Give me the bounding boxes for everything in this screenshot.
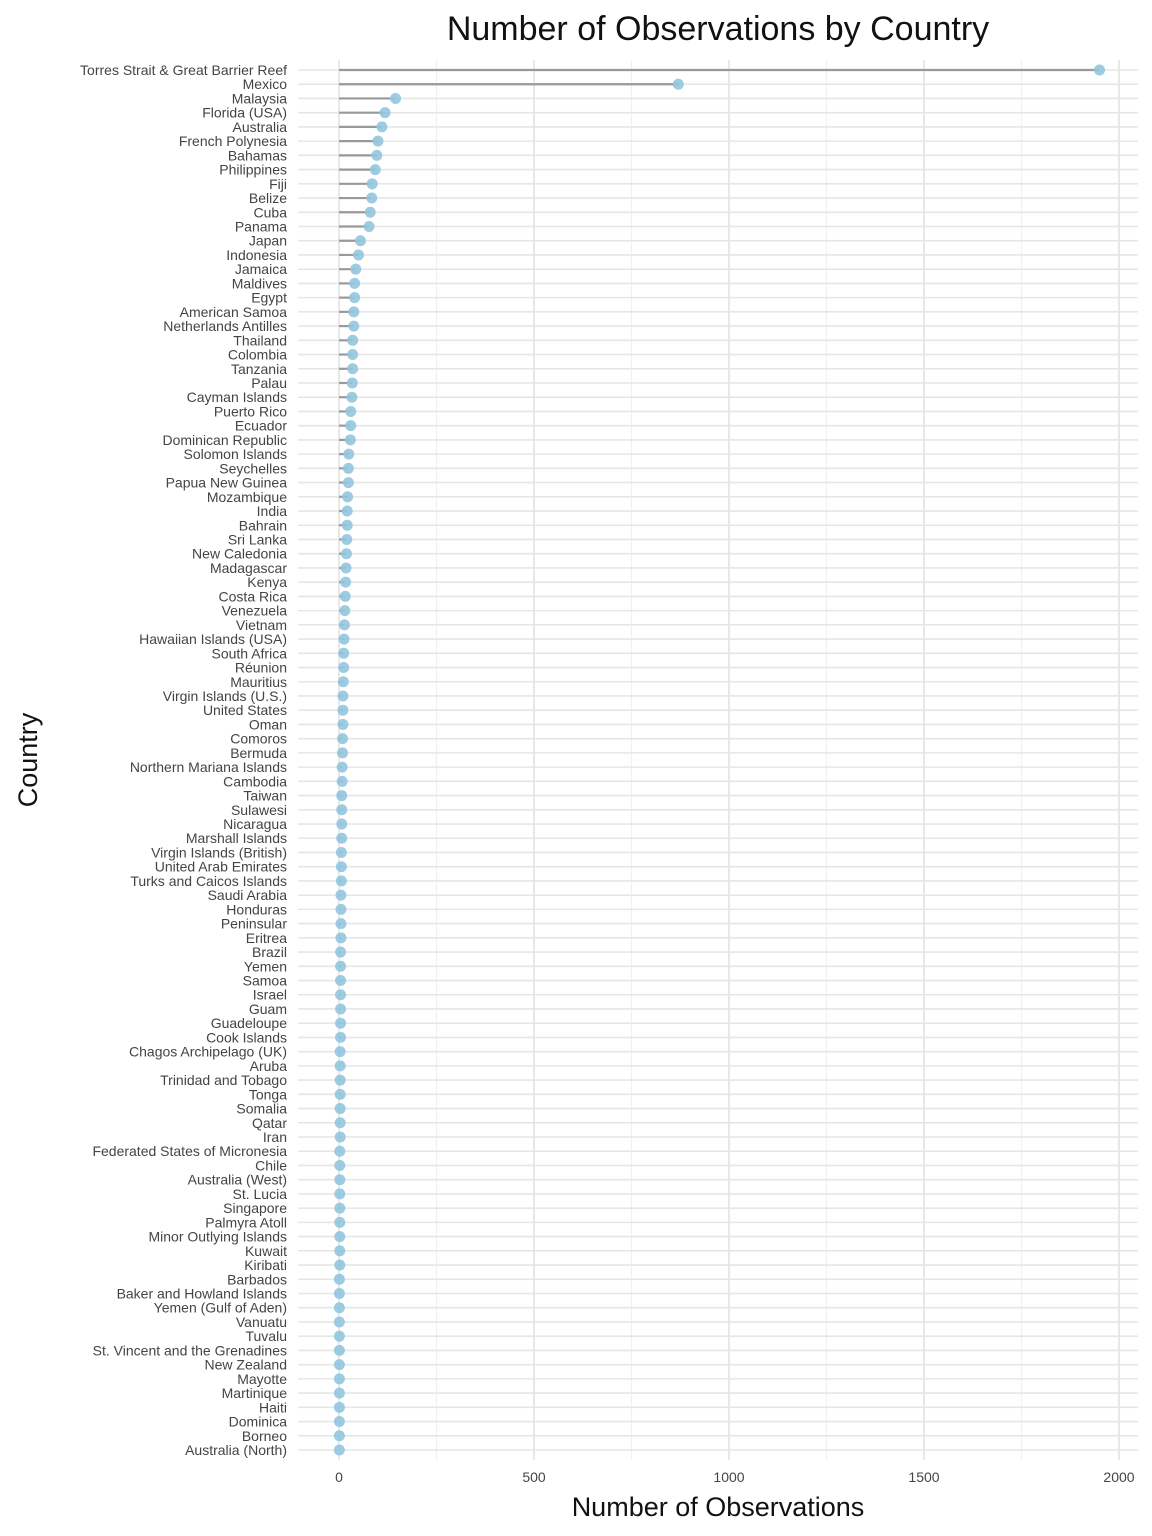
data-point	[346, 392, 357, 403]
data-point	[336, 875, 347, 886]
category-label: Venezuela	[221, 602, 287, 619]
data-point	[390, 93, 401, 104]
data-point	[335, 1089, 346, 1100]
data-point	[673, 79, 684, 90]
data-point	[342, 520, 353, 531]
category-label: Australia (West)	[187, 1171, 287, 1188]
data-point	[337, 747, 348, 758]
category-label: Trinidad and Tobago	[160, 1072, 287, 1089]
data-point	[335, 932, 346, 943]
data-point	[335, 1018, 346, 1029]
category-label: Guam	[248, 1000, 287, 1017]
category-label: Chagos Archipelago (UK)	[129, 1043, 287, 1060]
data-point	[335, 961, 346, 972]
data-point	[347, 335, 358, 346]
data-point	[336, 847, 347, 858]
category-label: Chile	[255, 1157, 287, 1174]
category-label: Colombia	[227, 346, 287, 363]
category-label: Jamaica	[234, 261, 287, 278]
data-point	[335, 890, 346, 901]
data-point	[334, 1203, 345, 1214]
data-point	[334, 1430, 345, 1441]
data-point	[334, 1316, 345, 1327]
category-label: Virgin Islands (U.S.)	[162, 687, 287, 704]
data-point	[334, 1160, 345, 1171]
category-label: Saudi Arabia	[207, 887, 287, 904]
category-label: Northern Mariana Islands	[129, 759, 287, 776]
data-point	[348, 321, 359, 332]
x-tick-label: 2000	[1103, 1469, 1135, 1485]
data-point	[337, 705, 348, 716]
data-point	[337, 719, 348, 730]
category-label: Madagascar	[209, 559, 287, 576]
data-point	[334, 1331, 345, 1342]
category-label: Solomon Islands	[183, 446, 287, 463]
category-labels	[80, 62, 287, 1458]
data-point	[334, 1445, 345, 1456]
category-label: Dominica	[228, 1413, 287, 1430]
data-point	[335, 918, 346, 929]
data-point	[349, 278, 360, 289]
category-label: Palau	[251, 374, 287, 391]
category-label: Tanzania	[230, 360, 287, 377]
data-point	[335, 1046, 346, 1057]
data-point	[353, 249, 364, 260]
category-label: Somalia	[236, 1100, 287, 1117]
data-point	[340, 591, 351, 602]
data-point	[338, 648, 349, 659]
category-label: Taiwan	[243, 787, 287, 804]
category-label: Samoa	[242, 972, 287, 989]
category-label: Hawaiian Islands (USA)	[139, 631, 287, 648]
data-point	[334, 1188, 345, 1199]
data-point	[342, 506, 353, 517]
data-point	[334, 1388, 345, 1399]
data-point	[337, 690, 348, 701]
category-label: Tonga	[248, 1086, 287, 1103]
category-label: Mozambique	[206, 488, 287, 505]
category-label: Minor Outlying Islands	[148, 1228, 287, 1245]
data-point	[339, 605, 350, 616]
data-point	[343, 463, 354, 474]
category-label: Ecuador	[234, 417, 287, 434]
category-label: Israel	[252, 986, 287, 1003]
data-point	[338, 676, 349, 687]
category-label: South Africa	[211, 645, 287, 662]
category-label: Barbados	[227, 1271, 287, 1288]
data-point	[373, 136, 384, 147]
category-label: Vietnam	[235, 616, 287, 633]
data-point	[335, 989, 346, 1000]
category-label: St. Lucia	[232, 1185, 287, 1202]
x-tick-label: 1500	[908, 1469, 940, 1485]
data-point	[343, 477, 354, 488]
data-point	[345, 420, 356, 431]
category-label: Cambodia	[223, 773, 287, 790]
grid-layer	[298, 60, 1138, 1460]
data-point	[347, 349, 358, 360]
data-point	[335, 1003, 346, 1014]
category-label: Cook Islands	[206, 1029, 287, 1046]
data-point	[345, 434, 356, 445]
category-label: Kenya	[247, 574, 287, 591]
category-label: Tuvalu	[245, 1328, 287, 1345]
data-point	[335, 1103, 346, 1114]
data-point	[339, 634, 350, 645]
category-label: Bermuda	[230, 744, 287, 761]
data-point	[348, 306, 359, 317]
data-point	[347, 363, 358, 374]
data-point	[335, 975, 346, 986]
category-label: Sri Lanka	[227, 531, 287, 548]
data-point	[349, 292, 360, 303]
data-point	[350, 264, 361, 275]
point-layer	[334, 65, 1105, 1456]
category-label: Torres Strait & Great Barrier Reef	[80, 62, 287, 78]
category-label: Seychelles	[219, 460, 287, 477]
category-label: Fiji	[269, 175, 287, 192]
category-label: Honduras	[226, 901, 287, 918]
data-point	[341, 562, 352, 573]
data-point	[364, 221, 375, 232]
data-point	[334, 1245, 345, 1256]
category-label: Singapore	[223, 1200, 287, 1217]
category-label: Turks and Caicos Islands	[130, 872, 287, 889]
data-point	[342, 491, 353, 502]
category-label: Thailand	[233, 332, 287, 349]
category-label: New Zealand	[204, 1356, 287, 1373]
category-label: St. Vincent and the Grenadines	[92, 1342, 287, 1359]
category-label: United States	[202, 702, 287, 719]
category-label: Palmyra Atoll	[205, 1214, 287, 1231]
category-label: Australia	[232, 118, 287, 135]
data-point	[345, 406, 356, 417]
category-label: Puerto Rico	[213, 403, 287, 420]
data-point	[334, 1345, 345, 1356]
data-point	[336, 804, 347, 815]
data-point	[335, 904, 346, 915]
category-label: Brazil	[251, 944, 287, 961]
data-point	[334, 1146, 345, 1157]
data-point	[347, 377, 358, 388]
data-point	[370, 164, 381, 175]
data-point	[336, 861, 347, 872]
category-label: Comoros	[230, 730, 287, 747]
data-point	[335, 1075, 346, 1086]
category-label: Australia (North)	[185, 1442, 287, 1458]
category-label: Baker and Howland Islands	[116, 1285, 287, 1302]
data-point	[339, 619, 350, 630]
data-point	[337, 762, 348, 773]
x-tick-label: 0	[335, 1469, 343, 1485]
category-label: Philippines	[219, 161, 287, 178]
data-point	[334, 1274, 345, 1285]
category-label: Cuba	[253, 204, 287, 221]
data-point	[335, 947, 346, 958]
stem-layer	[339, 70, 1100, 1450]
category-label: Guadeloupe	[210, 1015, 287, 1032]
x-tick-label: 500	[522, 1469, 546, 1485]
data-point	[334, 1217, 345, 1228]
category-label: Réunion	[234, 659, 287, 676]
category-label: Florida (USA)	[202, 104, 287, 121]
data-point	[367, 178, 378, 189]
category-label: Kiribati	[244, 1257, 287, 1274]
data-point	[371, 150, 382, 161]
data-point	[334, 1373, 345, 1384]
chart-title: Number of Observations by Country	[446, 10, 990, 48]
category-label: Oman	[248, 716, 287, 733]
category-label: Martinique	[221, 1385, 287, 1402]
category-label: Indonesia	[226, 246, 287, 263]
category-label: Eritrea	[245, 929, 287, 946]
category-label: United Arab Emirates	[154, 858, 287, 875]
data-point	[336, 819, 347, 830]
data-point	[337, 733, 348, 744]
data-point	[334, 1231, 345, 1242]
category-label: Nicaragua	[223, 816, 287, 833]
data-point	[334, 1359, 345, 1370]
data-point	[1094, 65, 1105, 76]
data-point	[337, 776, 348, 787]
data-point	[380, 107, 391, 118]
category-label: Vanuatu	[235, 1313, 287, 1330]
category-label: Belize	[248, 190, 287, 207]
category-label: Yemen (Gulf of Aden)	[153, 1299, 287, 1316]
data-point	[336, 833, 347, 844]
data-point	[366, 193, 377, 204]
data-point	[335, 1117, 346, 1128]
y-axis-title: Country	[13, 712, 43, 808]
category-label: Federated States of Micronesia	[92, 1143, 287, 1160]
data-point	[365, 207, 376, 218]
data-point	[334, 1402, 345, 1413]
data-point	[355, 235, 366, 246]
category-label: Dominican Republic	[162, 431, 287, 448]
data-point	[334, 1174, 345, 1185]
category-label: Qatar	[251, 1114, 287, 1131]
category-label: Mauritius	[230, 673, 287, 690]
data-point	[334, 1260, 345, 1271]
category-label: Bahrain	[238, 517, 287, 534]
category-label: Virgin Islands (British)	[151, 844, 287, 861]
data-point	[335, 1032, 346, 1043]
data-point	[338, 662, 349, 673]
category-label: Kuwait	[244, 1242, 287, 1259]
category-label: Egypt	[251, 289, 287, 306]
category-label: Bahamas	[227, 147, 287, 164]
category-label: Yemen	[243, 958, 287, 975]
category-label: Iran	[262, 1129, 287, 1146]
data-point	[336, 790, 347, 801]
category-label: Haiti	[258, 1399, 287, 1416]
category-label: French Polynesia	[178, 133, 287, 150]
category-label: Marshall Islands	[185, 830, 287, 847]
x-tick-label: 1000	[713, 1469, 745, 1485]
category-label: India	[256, 503, 287, 520]
x-axis-title: Number of Observations	[571, 1492, 865, 1522]
data-point	[341, 548, 352, 559]
category-label: Papua New Guinea	[165, 474, 287, 491]
category-label: Maldives	[231, 275, 287, 292]
category-label: Sulawesi	[230, 801, 287, 818]
data-point	[334, 1302, 345, 1313]
category-label: Borneo	[241, 1427, 287, 1444]
category-label: Peninsular	[220, 915, 287, 932]
data-point	[343, 449, 354, 460]
x-tick-labels	[335, 1469, 1135, 1485]
category-label: Aruba	[249, 1057, 287, 1074]
data-point	[335, 1132, 346, 1143]
data-point	[335, 1060, 346, 1071]
category-label: Japan	[248, 232, 287, 249]
data-point	[340, 577, 351, 588]
category-label: Mayotte	[237, 1370, 287, 1387]
category-label: Mexico	[242, 76, 287, 93]
data-point	[334, 1288, 345, 1299]
category-label: Cayman Islands	[186, 389, 287, 406]
category-label: American Samoa	[179, 303, 287, 320]
data-point	[341, 534, 352, 545]
data-point	[376, 121, 387, 132]
category-label: Netherlands Antilles	[163, 318, 287, 335]
category-label: Panama	[234, 218, 287, 235]
data-point	[334, 1416, 345, 1427]
category-label: Costa Rica	[218, 588, 287, 605]
category-label: New Caledonia	[192, 545, 287, 562]
category-label: Malaysia	[231, 90, 287, 107]
